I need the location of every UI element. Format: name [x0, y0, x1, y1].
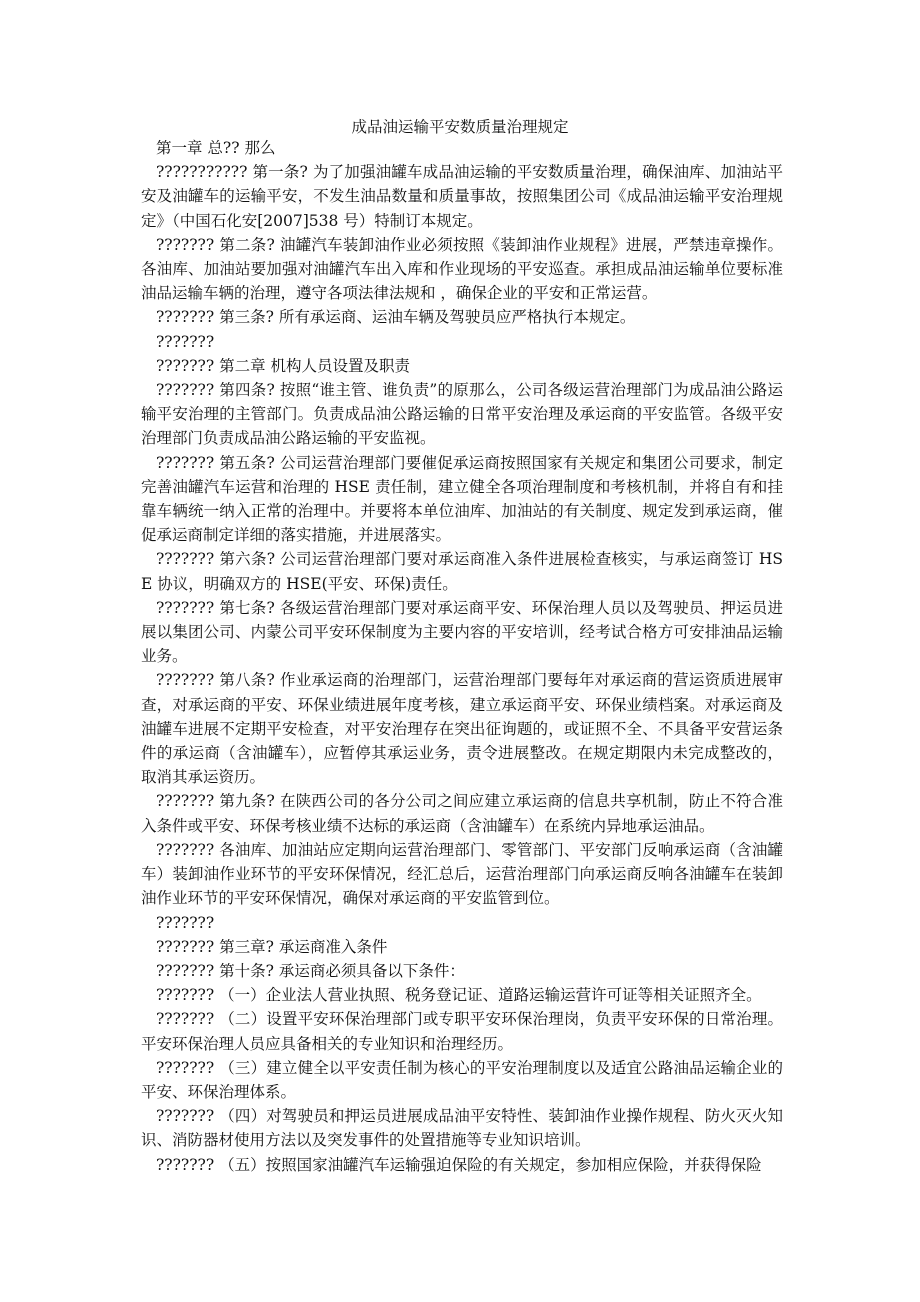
paragraph-article-9: ??????? 第九条? 在陕西公司的各分公司之间应建立承运商的信息共享机制，防止不符合准入条件或平安、环保考核业绩不达标的承运商（含油罐车）在系统内异地承运油品。: [141, 792, 783, 835]
paragraph-article-5: ??????? 第五条? 公司运营治理部门要催促承运商按照国家有关规定和集团公司要求，制定完善油罐汽车运营和治理的 HSE 责任制，建立健全各项治理制度和考核机制，并将自有和挂靠车辆统一纳入正常的治理中。并要将本单位油库、加油站的有关制度、规定发到承运商，催促承运商制定详细的落实措施，并进展落实。: [141, 453, 783, 545]
paragraph-article-7: ??????? 第七条? 各级运营治理部门要对承运商平安、环保治理人员以及驾驶员、押运员进展以集团公司、内蒙公司平安环保制度为主要内容的平安培训，经考试合格方可安排油品运输业务。: [141, 598, 783, 666]
paragraph-feedback: ??????? 各油库、加油站应定期向运营治理部门、零管部门、平安部门反响承运商（含油罐车）装卸油作业环节的平安环保情况，经汇总后，运营治理部门向承运商反响各油罐车在装卸油作业环节的平安环保情况，确保对承运商的平安监管到位。: [141, 840, 783, 908]
paragraph-blank-2: ???????: [156, 913, 215, 932]
paragraph-item-3: ??????? （三）建立健全以平安责任制为核心的平安治理制度以及适宜公路油品运输企业的平安、环保治理体系。: [141, 1058, 783, 1101]
paragraph-item-2: ??????? （二）设置平安环保治理部门或专职平安环保治理岗，负责平安环保的日常治理。平安环保治理人员应具备相关的专业知识和治理经历。: [141, 1010, 783, 1053]
document-title: 成品油运输平安数质量治理规定: [351, 118, 569, 136]
document-body: [141, 136, 783, 1177]
paragraph-article-4: ??????? 第四条? 按照“谁主管、谁负责”的原那么，公司各级运营治理部门为成品油公路运输平安治理的主管部门。负责成品油公路运输的日常平安治理及承运商的平安监管。各级平安治理部门负责成品油公路运输的平安监视。: [141, 381, 783, 448]
paragraph-article-2: ??????? 第二条? 油罐汽车装卸油作业必须按照《装卸油作业规程》进展，严禁违章操作。各油库、加油站要加强对油罐汽车出入库和作业现场的平安巡查。承担成品油运输单位要标准油品运输车辆的治理，遵守各项法律法规和 ，确保企业的平安和正常运营。: [141, 235, 783, 303]
paragraph-item-4: ??????? （四）对驾驶员和押运员进展成品油平安特性、装卸油作业操作规程、防火灭火知识、消防器材使用方法以及突发事件的处置措施等专业知识培训。: [141, 1107, 783, 1150]
paragraph-article-10: ??????? 第十条? 承运商必须具备以下条件：: [156, 961, 465, 980]
paragraph-chapter-3-heading: ??????? 第三章? 承运商准入条件: [156, 937, 388, 956]
paragraph-article-6: ??????? 第六条? 公司运营治理部门要对承运商准入条件进展检查核实，与承运商签订 HSE 协议，明确双方的 HSE(平安、环保)责任。: [141, 550, 783, 593]
paragraph-article-8: ??????? 第八条? 作业承运商的治理部门，运营治理部门要每年对承运商的营运资质进展审查，对承运商的平安、环保业绩进展年度考核，建立承运商平安、环保业绩档案。对承运商及油罐车进展不定期平安检查，对平安治理存在突出征询题的，或证照不全、不具备平安营运条件的承运商（含油罐车），应暂停其承运业务，责令进展整改。在规定期限内未完成整改的，取消其承运资历。: [141, 671, 783, 787]
paragraph-article-3: ??????? 第三条? 所有承运商、运油车辆及驾驶员应严格执行本规定。: [156, 308, 636, 327]
paragraph-chapter-1-heading: 第一章 总?? 那么: [156, 139, 276, 157]
paragraph-blank-1: ???????: [156, 332, 215, 351]
paragraph-chapter-2-heading: ??????? 第二章 机构人员设置及职责: [156, 356, 411, 375]
paragraph-article-1: ??????????? 第一条? 为了加强油罐车成品油运输的平安数质量治理，确保油库、加油站平安及油罐车的运输平安，不发生油品数量和质量事故，按照集团公司《成品油运输平安治理规定》（中国石化安[2007]538 号）特制订本规定。: [141, 163, 783, 230]
paragraph-item-5: ??????? （五）按照国家油罐汽车运输强迫保险的有关规定，参加相应保险，并获得保险: [156, 1155, 762, 1174]
paragraph-item-1: ??????? （一）企业法人营业执照、税务登记证、道路运输运营许可证等相关证照齐全。: [156, 986, 762, 1005]
